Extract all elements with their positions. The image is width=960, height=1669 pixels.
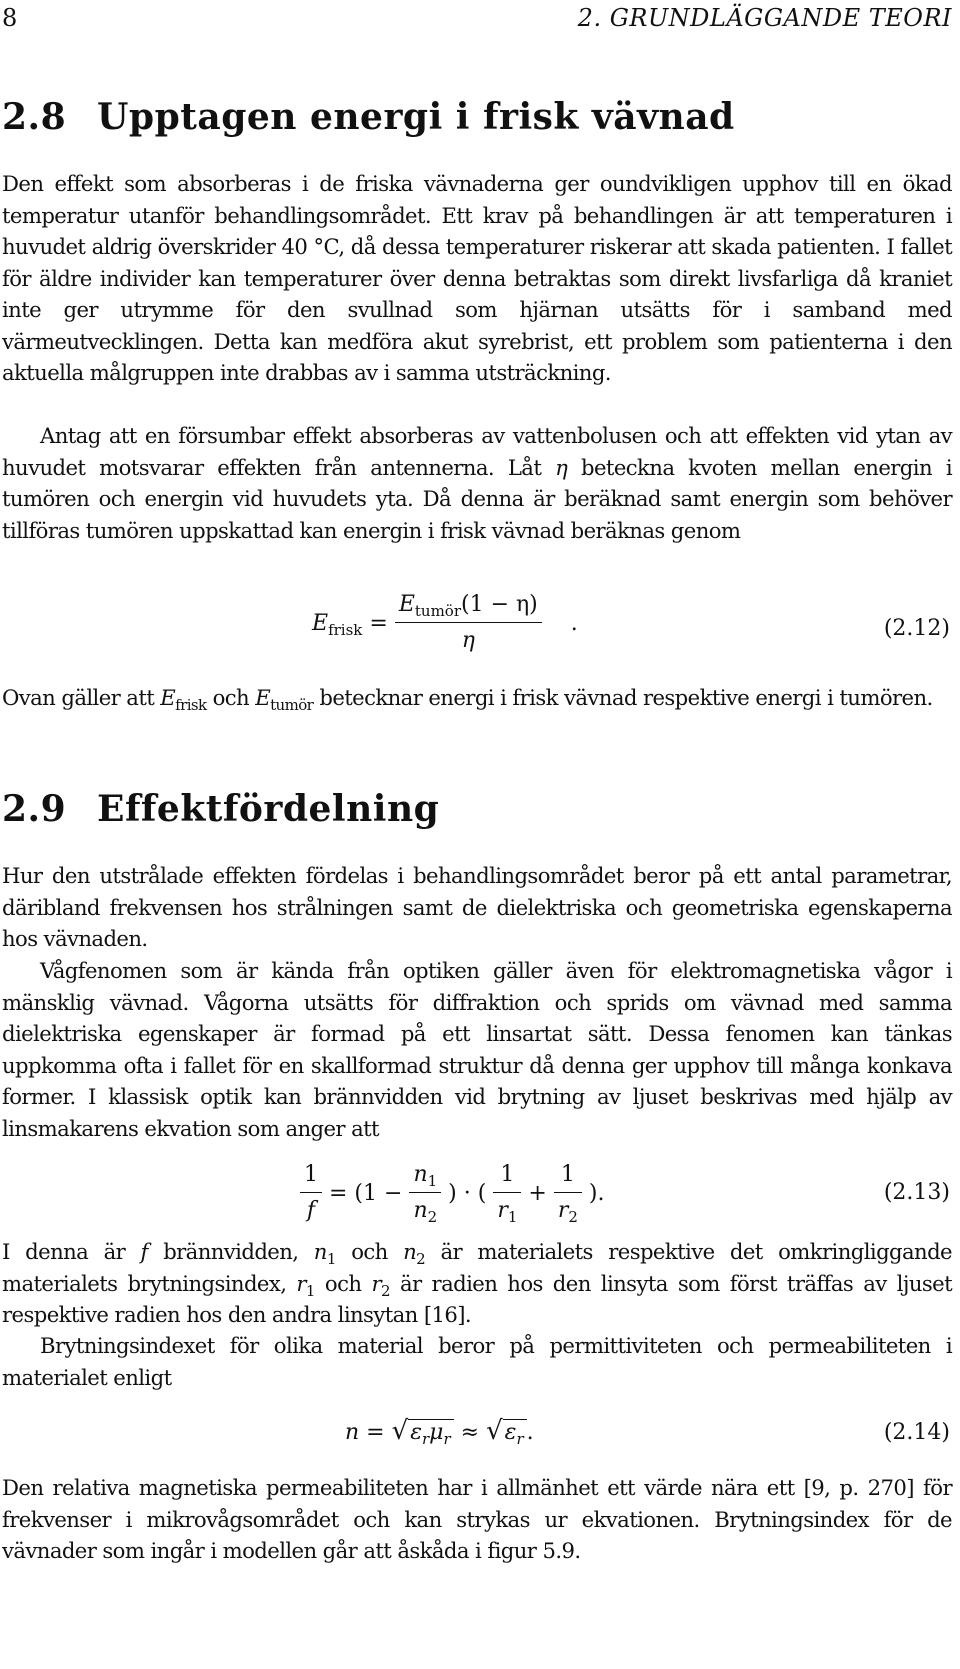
section-title: Upptagen energi i frisk vävnad bbox=[97, 96, 735, 138]
section-number: 2.9 bbox=[2, 788, 67, 830]
fraction: $\frac{E_{tumör}(1 - \eta)}{\eta}$ bbox=[395, 588, 542, 659]
paragraph: Den effekt som absorberas i de friska vävnaderna ger oundvikligen upphov till en ökad temperatur utanför behandlingsområdet. Ett krav på behandlingen är att temperaturen i huvudet aldrig överskrider 40 °C, då dessa temperaturer riskerar att skada patienten. I fallet för äldre individer kan temperaturer över denna betraktas som direkt livsfarliga då kraniet inte ger utrymme för den svullnad som hjärnan utsätts för i samband med värmeutvecklingen. Detta kan medföra akut syrebrist, ett problem som patienterna i den aktuella målgruppen inte drabbas av i samma utsträckning. bbox=[2, 171, 952, 385]
equation-number: (2.13) bbox=[883, 1180, 950, 1205]
section-heading-2-9 bbox=[2, 788, 439, 830]
paragraph: Brytningsindexet för olika material beror på permittiviteten och permeabiliteten i materialet enligt bbox=[2, 1333, 952, 1390]
paragraph: Den relativa magnetiska permeabiliteten har i allmänhet ett värde nära ett [9, p. 270] för frekvenser i mikrovågsområdet och kan strykas ur ekvationen. Brytningsindex för de vävnader som ingår i modellen går att åskåda i figur 5.9. bbox=[2, 1475, 952, 1563]
document-page: 8 2. GRUNDLÄGGANDE TEORI 2.8 Upptagen energi i frisk vävnad Den effekt som absorberas i de friska vävnaderna ger oundvikligen upphov till en ökad temperatur utanför behandlingsområdet. Ett krav på behandlingen är att temperaturen i huvudet aldrig överskrider 40 °C, då dessa temperaturer riskerar att skada patienten. I fallet för äldre individer kan temperaturer över denna betraktas som direkt livsfarliga då kraniet inte ger utrymme för den svullnad som hjärnan utsätts för i samband med värmeutvecklingen. Detta kan medföra akut syrebrist, ett problem som patienterna i den aktuella målgruppen inte drabbas av i samma utsträckning. Antag att en försumbar effekt absorberas av vattenbolusen och att effekten vid ytan av huvudet motsvarar effekten från antennerna. Låt η beteckna kvoten mellan energin i tumören och energin vid huvudets yta. Då denna är beräknad samt energin som behöver tillföras tumören uppskattad kan energin i frisk vävnad beräknas genom $E_{frisk}$ = $\frac{E_{tumör}(1 - \eta)}{\eta}$ . (2.12) Ovan gäller att $E_{frisk}$ och $E_{tumör}$ betecknar energi i frisk vävnad respektive energi i tumören. 2.9 Effektfördelning Hur den utstrålade effekten fördelas i behandlingsområdet beror på ett antal parametrar, däribland frekvensen hos strålningen samt de dielektriska och geometriska egenskaperna hos vävnaden. Vågfenomen som är kända från optiken gäller även för elektromagnetiska vågor i mänsklig vävnad. Vågorna utsätts för diffraktion och sprids om vävnad med samma dielektriska egenskaper är formad på ett linsartat sätt. Dessa fenomen kan tänkas uppkomma ofta i fallet för en skallformad struktur då denna ger upphov till många konkava former. I klassisk optik kan brännvidden vid brytning av ljuset beskrivas med hjälp av linsmakarens ekvation som anger att $\frac{1}{f}$ = (1 − $\frac{n_1}{n_2}$ ) · ( $\frac{1}{r_1}$ + $\frac{1}{r_2}$ ). (2.13) I denna är f brännvidden, $n_1$ och $n_2$ är materialets respektive det omkringliggande materialets brytningsindex, $r_1$ och $r_2$ är radien hos den linsyta som först träffas av ljuset respektive radien hos den andra linsytan [16]. Brytningsindexet för olika material beror på permittiviteten och permeabiliteten i materialet enligt $n = √\varepsilon_r\mu_r \approx √\varepsilon_r$ . (2.14) Den relativa magnetiska permeabiliteten har i allmänhet ett värde nära ett [9, p. 270] för frekvenser i mikrovågsområdet och kan strykas ur ekvationen. Brytningsindex för de vävnader som ingår i modellen går att åskåda i figur 5.9. bbox=[0, 0, 960, 1669]
eta-symbol: η bbox=[555, 454, 568, 480]
paragraph: I denna är f brännvidden, $n_1$ och $n_2$ är materialets respektive det omkringliggande materialets brytningsindex, $r_1$ och $r_2$ är radien hos den linsyta som först träffas av ljuset respektive radien hos den andra linsytan [16]. bbox=[2, 1239, 952, 1327]
equation-number: (2.12) bbox=[883, 616, 950, 641]
page-header bbox=[2, 4, 952, 34]
page-number: 8 bbox=[2, 4, 18, 32]
paragraph: Ovan gäller att $E_{frisk}$ och $E_{tumör}$ betecknar energi i frisk vävnad respektive energi i tumören. bbox=[2, 685, 933, 714]
section-number: 2.8 bbox=[2, 96, 67, 138]
section-heading-2-8 bbox=[2, 96, 735, 138]
paragraph: Vågfenomen som är kända från optiken gäller även för elektromagnetiska vågor i mänsklig vävnad. Vågorna utsätts för diffraktion och sprids om vävnad med samma dielektriska egenskaper är formad på ett linsartat sätt. Dessa fenomen kan tänkas uppkomma ofta i fallet för en skallformad struktur då denna ger upphov till många konkava former. I klassisk optik kan brännvidden vid brytning av ljuset beskrivas med hjälp av linsmakarens ekvation som anger att bbox=[2, 958, 952, 1141]
equation-number: (2.14) bbox=[883, 1420, 950, 1445]
section-title: Effektfördelning bbox=[97, 788, 440, 830]
paragraph: Antag att en försumbar effekt absorberas av vattenbolusen och att effekten vid ytan av huvudet motsvarar effekten från antennerna. Låt η beteckna kvoten mellan energin i tumören och energin vid huvudets yta. Då denna är beräknad samt energin som behöver tillföras tumören uppskattad kan energin i frisk vävnad beräknas genom bbox=[2, 423, 952, 543]
paragraph: Hur den utstrålade effekten fördelas i behandlingsområdet beror på ett antal parametrar, däribland frekvensen hos strålningen samt de dielektriska och geometriska egenskaperna hos vävnaden. bbox=[2, 863, 952, 951]
running-title: 2. GRUNDLÄGGANDE TEORI bbox=[577, 4, 952, 32]
